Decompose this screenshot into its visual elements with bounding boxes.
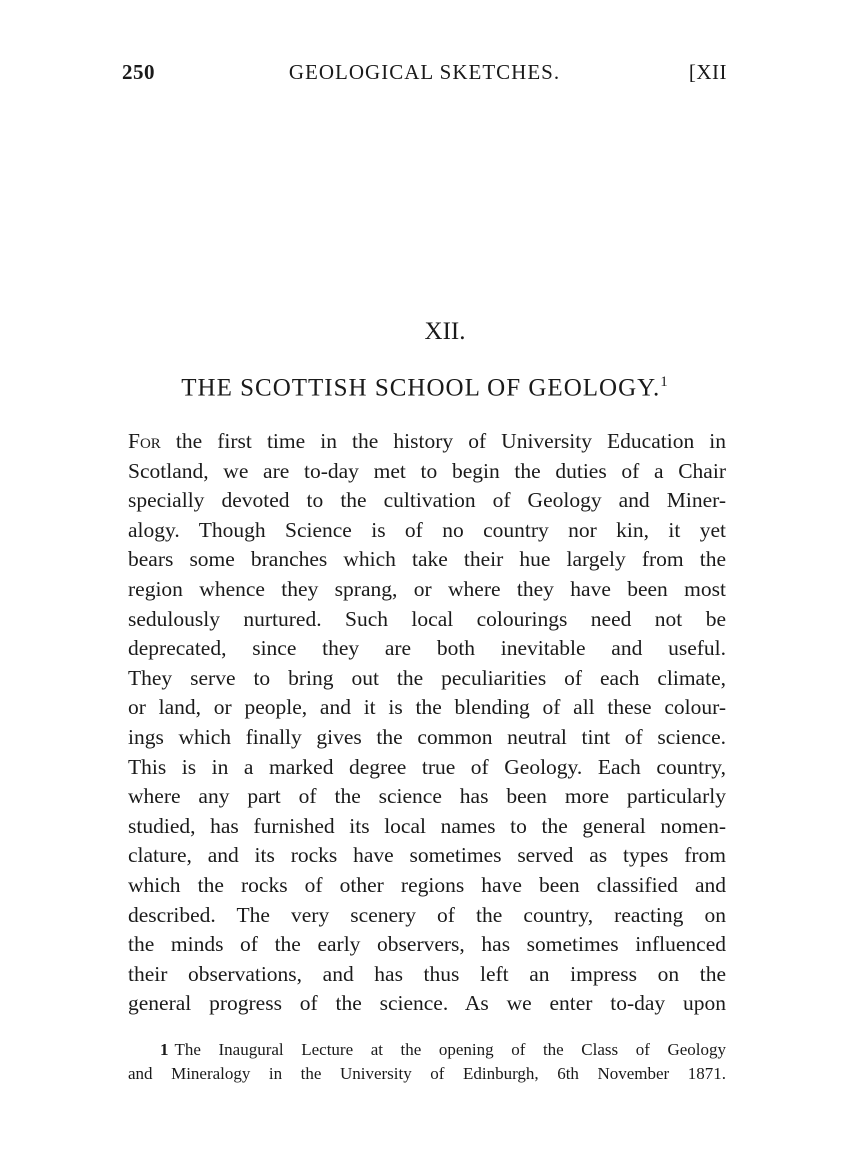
body-line: the minds of the early observers, has sometimes influenced [128,932,726,957]
body-line: or land, or people, and it is the blending of all these colour- [128,695,726,720]
body-line: studied, has furnished its local names to the general nomen- [128,813,726,838]
footnote-reference: 1 [660,374,669,390]
chapter-title [0,374,850,402]
body-line: their observations, and has thus left an impress on the [128,961,726,986]
drop-word: For [128,429,161,453]
page-number: 250 [122,60,155,84]
body-line: ings which finally gives the common neutral tint of science. [128,724,726,749]
body-line: where any part of the science has been more particularly [128,784,726,809]
footnote-marker: 1 [160,1040,169,1059]
page-header [122,60,727,92]
body-line: This is in a marked degree true of Geology. Each country, [128,754,726,779]
body-line: described. The very scenery of the country, reacting on [128,902,726,927]
footnote [128,1038,726,1086]
body-line: alogy. Though Science is of no country nor kin, it yet [128,517,726,542]
chapter-title-text: THE SCOTTISH SCHOOL OF GEOLOGY. [181,374,661,402]
body-line: Scotland, we are to-day met to begin the duties of a Chair [128,458,726,483]
body-text [128,427,726,1019]
running-title: GEOLOGICAL SKETCHES. [288,60,561,84]
body-line: They serve to bring out the peculiarities of each climate, [128,665,726,690]
body-line: bears some branches which take their hue largely from the [128,547,726,572]
body-line: deprecated, since they are both inevitable and useful. [128,636,726,661]
body-line: sedulously nurtured. Such local colourings need not be [128,606,726,631]
body-line: general progress of the science. As we enter to-day upon [128,991,726,1016]
footnote-line: and Mineralogy in the University of Edinburgh, 6th November 1871. [128,1064,726,1083]
body-line: specially devoted to the cultivation of Geology and Miner- [128,488,726,513]
body-line: For the first time in the history of University Education in [128,429,726,453]
body-line: region whence they sprang, or where they have been most [128,576,726,601]
body-line: which the rocks of other regions have been classified and [128,872,726,897]
body-line: clature, and its rocks have sometimes served as types from [128,843,726,868]
chapter-reference: [XII [688,60,727,84]
chapter-number: XII. [424,318,466,345]
footnote-line: 1 The Inaugural Lecture at the opening of the Class of Geology [160,1040,726,1059]
